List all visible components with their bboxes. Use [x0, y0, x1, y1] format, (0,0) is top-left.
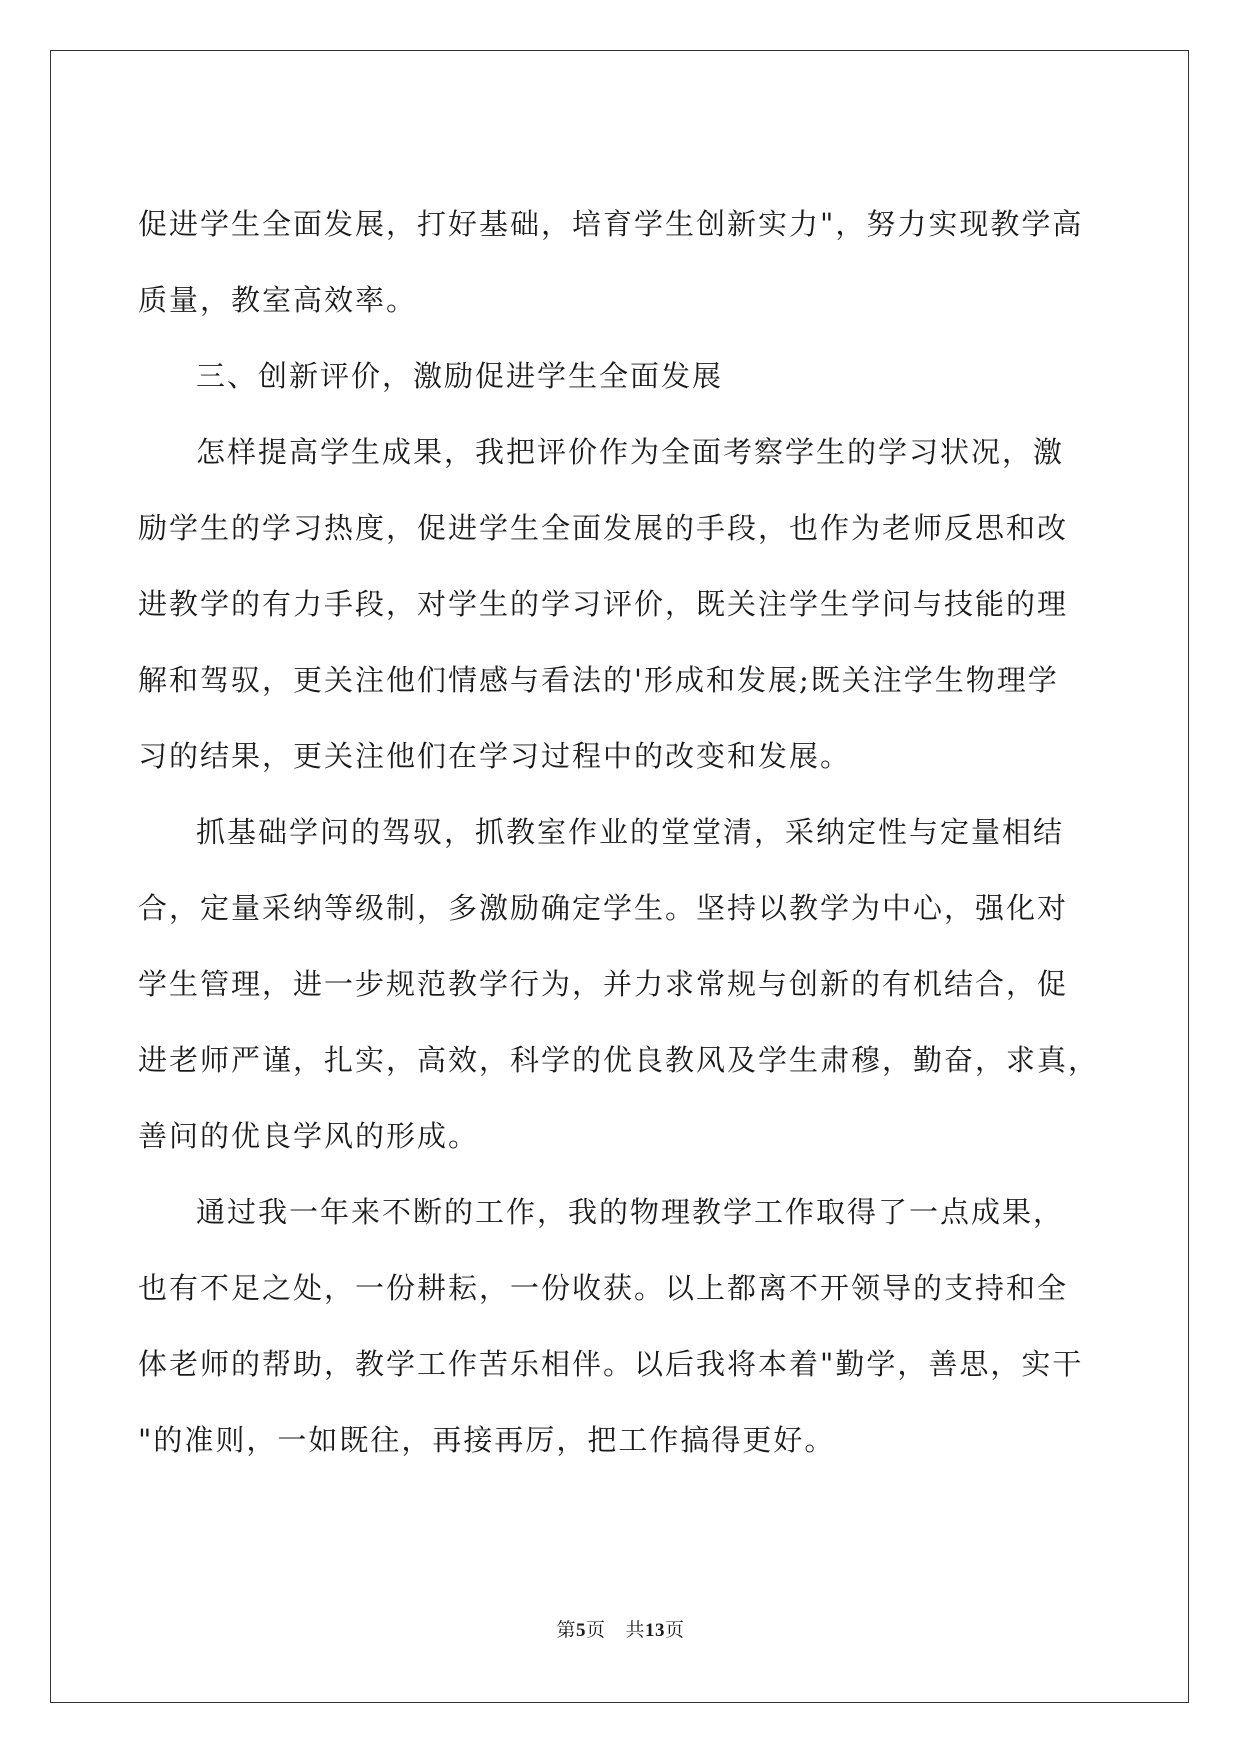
text-line-7: 解和驾驭，更关注他们情感与看法的'形成和发展;既关注学生物理学: [138, 663, 1059, 697]
text-line-2: 质量，教室高效率。: [138, 283, 418, 317]
text-line-8: 习的结果，更关注他们在学习过程中的改变和发展。: [138, 739, 852, 773]
text-line-1: 促进学生全面发展，打好基础，培育学生创新实力"，努力实现教学高: [138, 207, 1084, 241]
text-line-11: 学生管理，进一步规范教学行为，并力求常规与创新的有机结合，促: [138, 967, 1069, 1001]
text-line-14: 通过我一年来不断的工作，我的物理教学工作取得了一点成果，: [196, 1195, 1065, 1229]
text-line-9: 抓基础学问的驾驭，抓教室作业的堂堂清，采纳定性与定量相结: [196, 815, 1065, 849]
text-line-12: 进老师严谨，扎实，高效，科学的优良教风及学生肃穆，勤奋，求真，: [138, 1043, 1100, 1077]
text-line-4: 怎样提高学生成果，我把评价作为全面考察学生的学习状况，激: [196, 435, 1065, 469]
footer-total-prefix: 共: [625, 1620, 646, 1641]
page-frame: [50, 50, 1189, 1703]
text-line-16: 体老师的帮助，教学工作苦乐相伴。以后我将本着"勤学，善思，实干: [138, 1347, 1084, 1381]
page-footer: [51, 1619, 1190, 1643]
footer-page-prefix: 第: [556, 1620, 576, 1641]
footer-total-suffix: 页: [665, 1620, 685, 1641]
footer-page-suffix: 页: [585, 1620, 606, 1641]
text-line-15: 也有不足之处，一份耕耘，一份收获。以上都离不开领导的支持和全: [138, 1271, 1069, 1305]
text-line-5: 励学生的学习热度，促进学生全面发展的手段，也作为老师反思和改: [138, 511, 1069, 545]
text-line-17: "的准则，一如既往，再接再厉，把工作搞得更好。: [138, 1423, 836, 1457]
footer-page-number: 5: [575, 1620, 586, 1641]
section-heading: 三、创新评价，激励促进学生全面发展: [196, 359, 724, 393]
footer-total-number: 13: [645, 1620, 666, 1641]
text-line-13: 善问的优良学风的形成。: [138, 1119, 480, 1153]
text-line-10: 合，定量采纳等级制，多激励确定学生。坚持以教学为中心，强化对: [138, 891, 1069, 925]
text-line-6: 进教学的有力手段，对学生的学习评价，既关注学生学问与技能的理: [138, 587, 1069, 621]
